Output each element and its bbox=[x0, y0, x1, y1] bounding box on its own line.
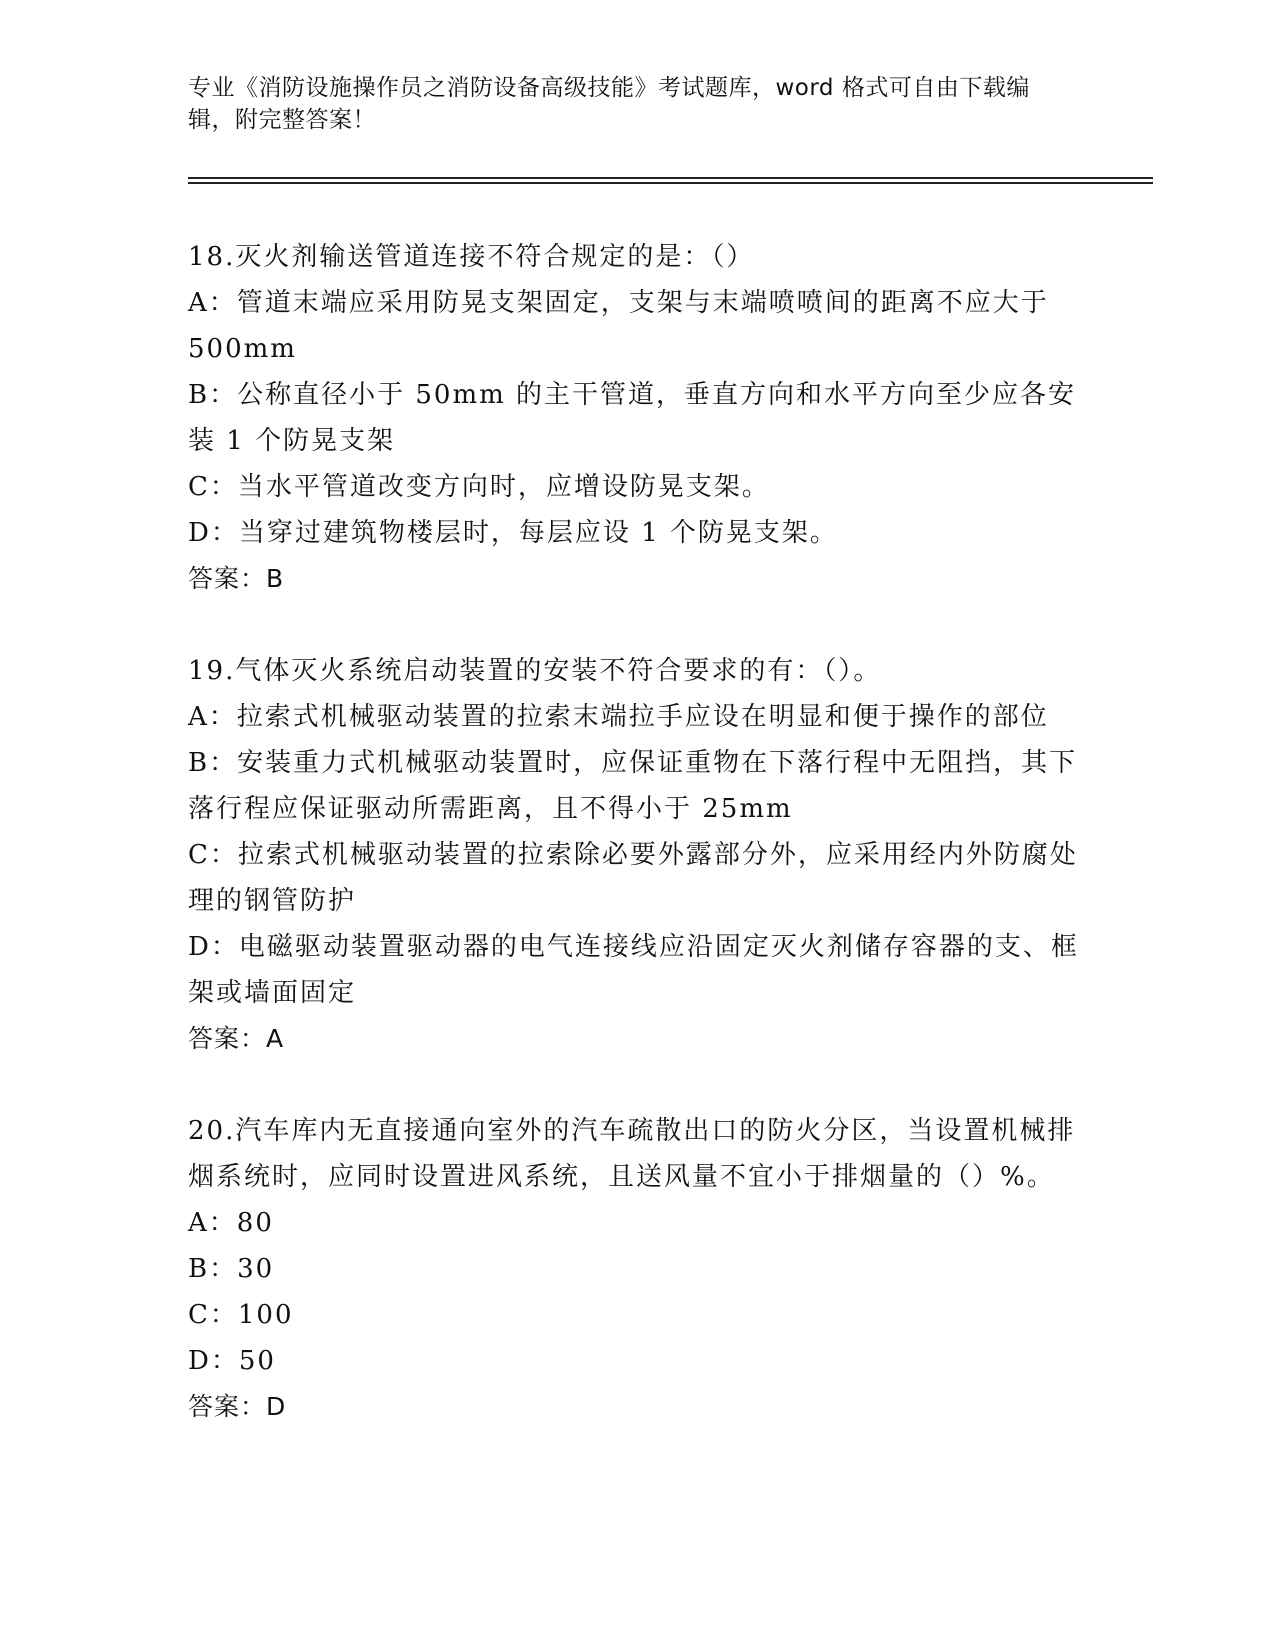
option-a: A：拉索式机械驱动装置的拉索末端拉手应设在明显和便于操作的部位 bbox=[188, 702, 1049, 732]
question-list bbox=[188, 234, 1088, 1476]
option-d: D：当穿过建筑物楼层时，每层应设 1 个防晃支架。 bbox=[188, 518, 838, 548]
option-d: D：50 bbox=[188, 1346, 276, 1376]
question-stem: 20.汽车库内无直接通向室外的汽车疏散出口的防火分区，当设置机械排烟系统时，应同时设置进风系统，且送风量不宜小于排烟量的（）%。 bbox=[188, 1116, 1076, 1192]
option-d: D：电磁驱动装置驱动器的电气连接线应沿固定灭火剂储存容器的支、框架或墙面固定 bbox=[188, 932, 1079, 1008]
option-a: A：80 bbox=[188, 1208, 274, 1238]
answer-text: 答案：A bbox=[188, 1024, 285, 1053]
header-intro-line-2: 辑，附完整答案！ bbox=[188, 107, 376, 133]
question-20 bbox=[188, 1108, 1088, 1430]
option-b: B：30 bbox=[188, 1254, 275, 1284]
option-c: C：拉索式机械驱动装置的拉索除必要外露部分外，应采用经内外防腐处理的钢管防护 bbox=[188, 840, 1078, 916]
option-c: C：当水平管道改变方向时，应增设防晃支架。 bbox=[188, 472, 770, 502]
option-b: B：公称直径小于 50mm 的主干管道，垂直方向和水平方向至少应各安装 1 个防晃支架 bbox=[188, 380, 1077, 456]
answer-text: 答案：D bbox=[188, 1392, 287, 1421]
question-stem: 19.气体灭火系统启动装置的安装不符合要求的有：（）。 bbox=[188, 656, 882, 686]
question-stem: 18.灭火剂输送管道连接不符合规定的是：（） bbox=[188, 242, 755, 272]
document-header bbox=[188, 72, 1078, 136]
option-b: B：安装重力式机械驱动装置时，应保证重物在下落行程中无阻挡，其下落行程应保证驱动所需距离，且不得小于 25mm bbox=[188, 748, 1078, 824]
question-19 bbox=[188, 648, 1088, 1062]
option-a: A：管道末端应采用防晃支架固定，支架与末端喷喷间的距离不应大于 500mm bbox=[188, 288, 1049, 364]
header-intro-line-1: 专业《消防设施操作员之消防设备高级技能》考试题库，word 格式可自由下载编 bbox=[188, 75, 1030, 101]
header-divider-top bbox=[188, 177, 1153, 179]
header-divider-bottom bbox=[188, 182, 1153, 184]
answer-text: 答案：B bbox=[188, 564, 285, 593]
option-c: C：100 bbox=[188, 1300, 294, 1330]
question-18 bbox=[188, 234, 1088, 602]
